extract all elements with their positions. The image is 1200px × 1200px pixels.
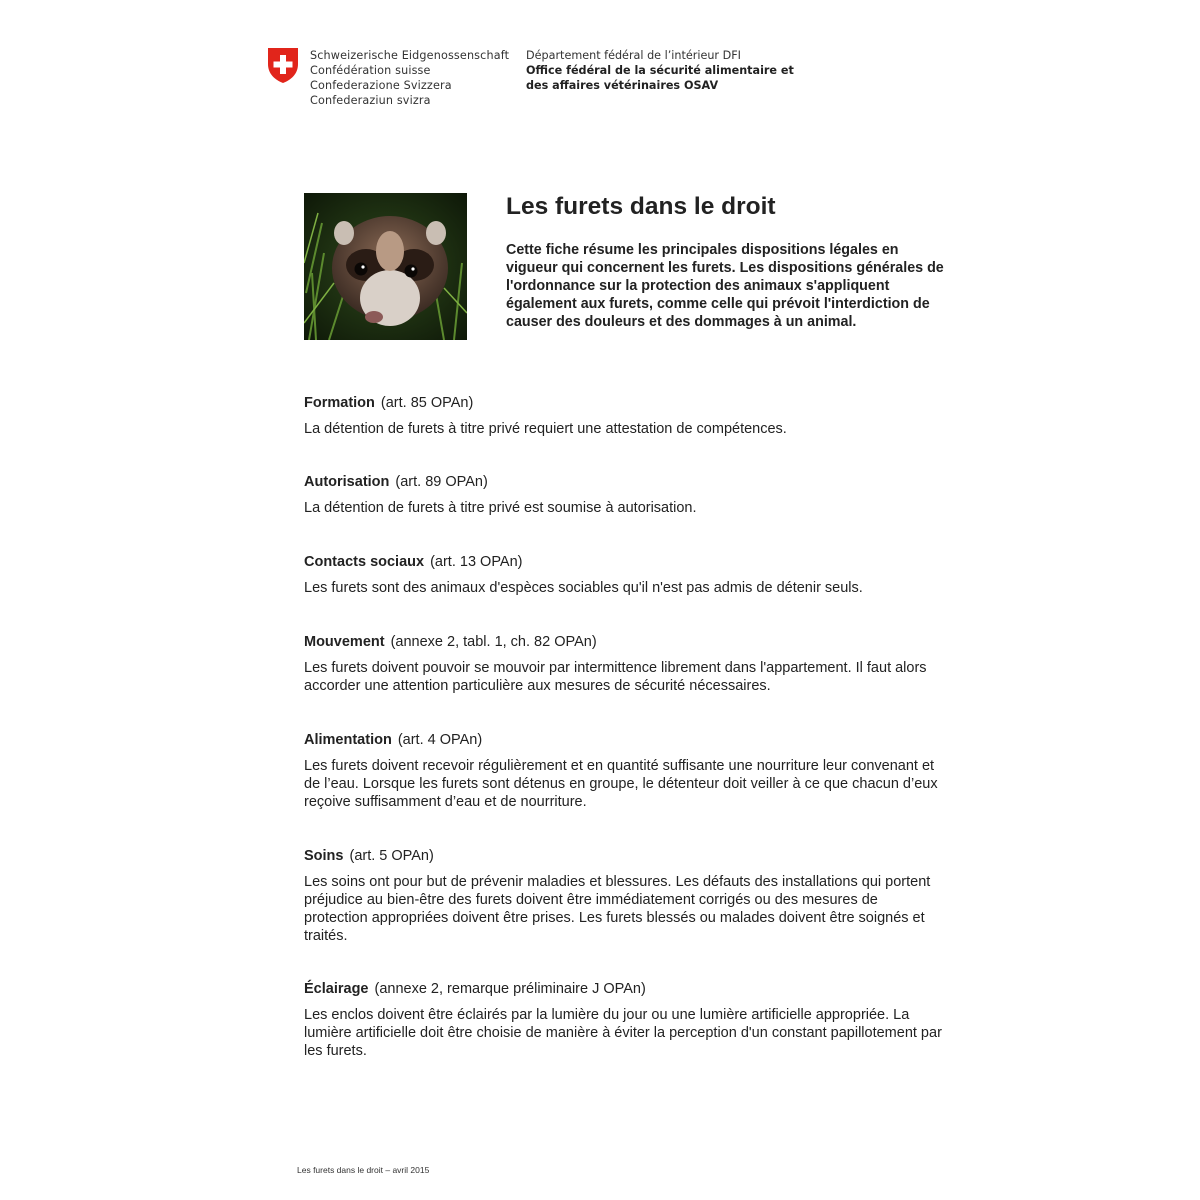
page-footer: Les furets dans le droit – avril 2015 (297, 1165, 430, 1175)
section-title: Formation (304, 395, 375, 411)
section-autorisation (304, 473, 944, 518)
section-text: La détention de furets à titre privé est soumise à autorisation. (304, 500, 697, 516)
page-title: Les furets dans le droit (506, 193, 776, 220)
ferret-photo (304, 193, 467, 340)
section-soins (304, 847, 944, 946)
section-heading (304, 394, 944, 412)
section-text: Les soins ont pour but de prévenir maladies et blessures. Les défauts des installations qui portent préjudice au bien-être des furets doivent être immédiatement corrigés ou des mesures de protection appropriées doivent être prises. Les furets blessés ou malades doivent être soignés et traités. (304, 874, 931, 944)
section-reference: (annexe 2, remarque préliminaire J OPAn) (374, 981, 646, 997)
confederation-name-de: Schweizerische Eidgenossenschaft (310, 49, 510, 62)
section-title: Alimentation (304, 732, 392, 748)
department-block (526, 48, 794, 93)
section-heading (304, 980, 944, 998)
section-title: Contacts sociaux (304, 554, 425, 570)
section-heading (304, 633, 944, 651)
section-heading (304, 847, 944, 865)
section-text: Les furets doivent pouvoir se mouvoir par intermittence librement dans l'appartement. Il faut alors accorder une attention particulière aux mesures de sécurité nécessaires. (304, 660, 927, 694)
section-reference: (art. 85 OPAn) (380, 395, 474, 411)
section-contacts-sociaux (304, 553, 944, 598)
section-text: Les furets sont des animaux d'espèces sociables qu'il n'est pas admis de détenir seuls. (304, 580, 863, 596)
section-reference: (art. 13 OPAn) (430, 554, 523, 570)
office-name-line-1: Office fédéral de la sécurité alimentaire et (526, 64, 794, 77)
section-heading (304, 553, 944, 571)
confederation-name-rm: Confederaziun svizra (310, 94, 431, 107)
section-title: Mouvement (304, 634, 385, 650)
intro-paragraph: Cette fiche résume les principales dispositions légales en vigueur qui concernent les furets. Les dispositions générales de l'ordonnance sur la protection des animaux s'appliquent également aux furets, comme celle qui prévoit l'interdiction de causer des douleurs et des dommages à un animal. (506, 242, 944, 330)
section-heading (304, 473, 944, 491)
section-eclairage (304, 980, 944, 1061)
confederation-name-it: Confederazione Svizzera (310, 79, 452, 92)
section-reference: (art. 89 OPAn) (395, 474, 488, 490)
swiss-coat-of-arms-logo (267, 47, 299, 84)
confederation-name-fr: Confédération suisse (310, 64, 431, 77)
section-reference: (art. 4 OPAn) (397, 732, 483, 748)
section-title: Autorisation (304, 474, 390, 490)
section-alimentation (304, 731, 944, 812)
office-name-line-2: des affaires vétérinaires OSAV (526, 79, 719, 92)
section-title: Soins (304, 848, 344, 864)
section-text: Les enclos doivent être éclairés par la lumière du jour ou une lumière artificielle appropriée. La lumière artificielle doit être choisie de manière à éviter la perception d'un constant papillotement par les furets. (304, 1007, 942, 1059)
section-reference: (art. 5 OPAn) (349, 848, 434, 864)
section-text: Les furets doivent recevoir régulièrement et en quantité suffisante une nourriture leur convenant et de l’eau. Lorsque les furets sont détenus en groupe, le détenteur doit veiller à ce que chacun d’eux reçoive suffisamment d’eau et de nourriture. (304, 758, 938, 810)
section-mouvement (304, 633, 944, 696)
department-name: Département fédéral de l’intérieur DFI (526, 49, 741, 62)
section-formation (304, 394, 944, 439)
section-text: La détention de furets à titre privé requiert une attestation de compétences. (304, 421, 787, 437)
section-title: Éclairage (304, 981, 369, 997)
section-heading (304, 731, 944, 749)
section-reference: (annexe 2, tabl. 1, ch. 82 OPAn) (390, 634, 597, 650)
confederation-names (310, 48, 509, 108)
